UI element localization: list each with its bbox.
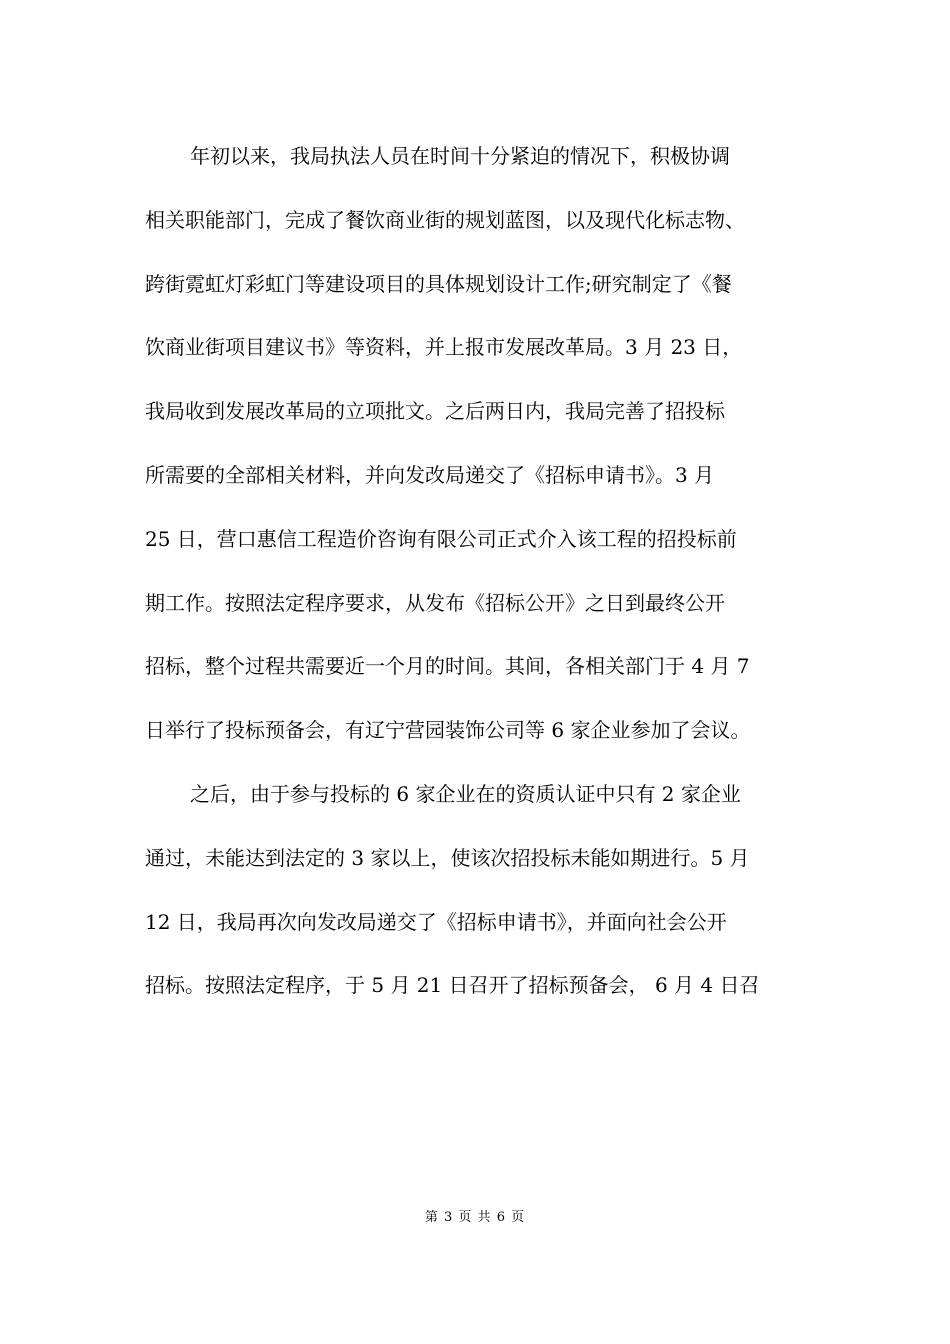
paragraph-line: 25 日，营口惠信工程造价咨询有限公司正式介入该工程的招投标前 (145, 526, 737, 551)
paragraph-line: 期工作。按照法定程序要求，从发布《招标公开》之日到最终公开 (145, 590, 725, 615)
paragraph-line: 年初以来，我局执法人员在时间十分紧迫的情况下，积极协调 (190, 144, 730, 168)
paragraph-line: 招标，整个过程共需要近一个月的时间。其间，各相关部门于 4 月 7 (145, 654, 750, 679)
paragraph-line: 通过，未能达到法定的 3 家以上，使该次招投标未能如期进行。5 月 (145, 845, 750, 870)
paragraph-line: 之后，由于参与投标的 6 家企业在的资质认证中只有 2 家企业 (190, 781, 741, 806)
paragraph-line: 我局收到发展改革局的立项批文。之后两日内，我局完善了招投标 (145, 399, 725, 424)
body-text (145, 130, 810, 1023)
paragraph-line: 招标。按照法定程序，于 5 月 21 日召开了招标预备会， 6 月 4 日召 (145, 973, 760, 998)
page-number-footer: 第 3 页 共 6 页 (424, 1210, 526, 1225)
paragraph-line: 跨街霓虹灯彩虹门等建设项目的具体规划设计工作;研究制定了《餐 (145, 271, 732, 296)
paragraph-line: 所需要的全部相关材料，并向发改局递交了《招标申请书》。3 月 (145, 462, 715, 487)
paragraph-line: 12 日，我局再次向发改局递交了《招标申请书》，并面向社会公开 (145, 909, 727, 934)
paragraph-line: 饮商业街项目建议书》等资料，并上报市发展改革局。3 月 23 日， (145, 335, 743, 360)
paragraph-line: 日举行了投标预备会，有辽宁营园装饰公司等 6 家企业参加了会议。 (145, 718, 751, 743)
paragraph-line: 相关职能部门，完成了餐饮商业街的规划蓝图，以及现代化标志物、 (145, 207, 745, 232)
